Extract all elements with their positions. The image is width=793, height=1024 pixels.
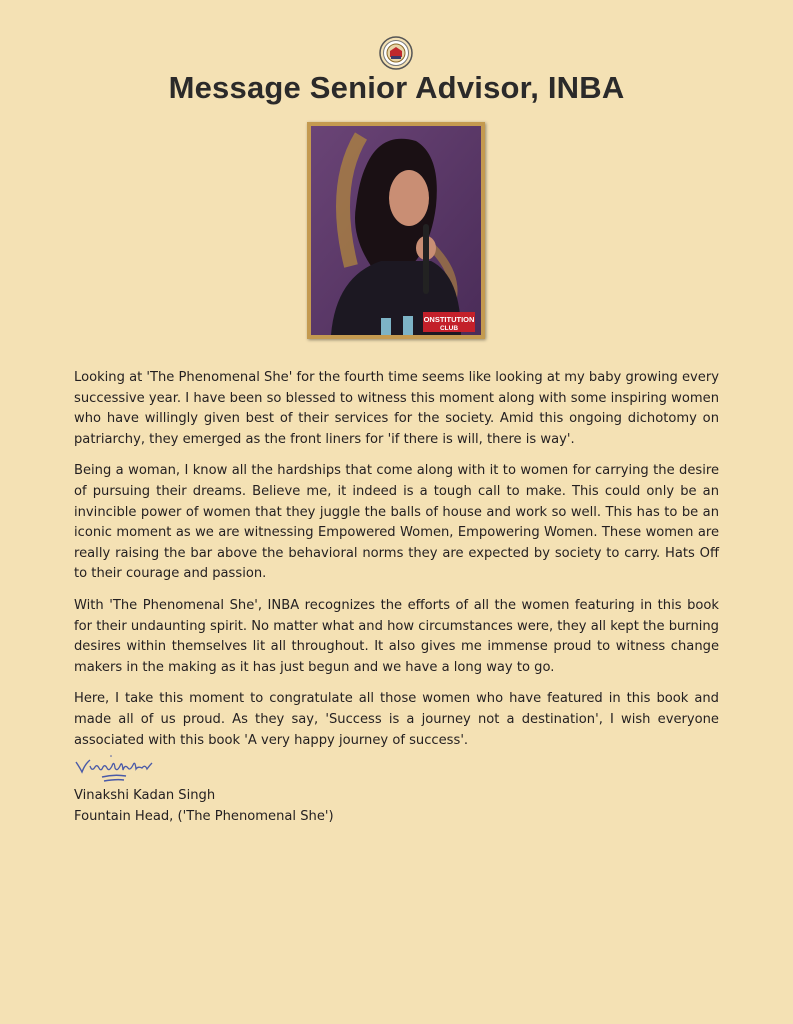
page-title: Message Senior Advisor, INBA bbox=[168, 70, 625, 105]
signatory-name: Vinakshi Kadan Singh bbox=[74, 788, 216, 803]
message-paragraph: With 'The Phenomenal She', INBA recognizes the efforts of all the women featuring in this book for their undaunting spirit. No matter what and how circumstances were, they all kept the burning desires within themselves lit all throughout. It also gives me immense proud to witness change makers in the making as it has just begun and we have a long way to go. bbox=[74, 597, 719, 675]
message-body bbox=[74, 368, 719, 762]
message-paragraph: Looking at 'The Phenomenal She' for the fourth time seems like looking at my baby growing every successive year. I have been so blessed to witness this moment along with some inspiring women who have willingly given best of their services for the society. Amid this ongoing dichotomy on patriarchy, they emerged as the front liners for 'if there is will, there is way'. bbox=[74, 370, 719, 447]
message-paragraph: Here, I take this moment to congratulate all those women who have featured in this book and made all of us proud. As they say, 'Success is a journey not a destination', I wish everyone associated with this book 'A very happy journey of success'. bbox=[74, 691, 719, 748]
signatory-role: Fountain Head, ('The Phenomenal She') bbox=[74, 809, 334, 824]
handwritten-signature bbox=[74, 752, 158, 786]
inba-emblem-icon bbox=[379, 36, 413, 70]
svg-text:CLUB: CLUB bbox=[439, 325, 459, 332]
photo-caption: ONSTITUTION bbox=[423, 315, 475, 324]
portrait-photo bbox=[307, 122, 485, 339]
message-paragraph: Being a woman, I know all the hardships that come along with it to women for carrying the desire of pursuing their dreams. Believe me, it indeed is a tough call to make. This could only be an invincible power of women that they juggle the balls of house and work so well. This has to be an iconic moment as we are witnessing Empowered Women, Empowering Women. These women are really raising the bar above the behavioral norms they are expected by society to carry. Hats Off to their courage and passion. bbox=[74, 463, 719, 582]
